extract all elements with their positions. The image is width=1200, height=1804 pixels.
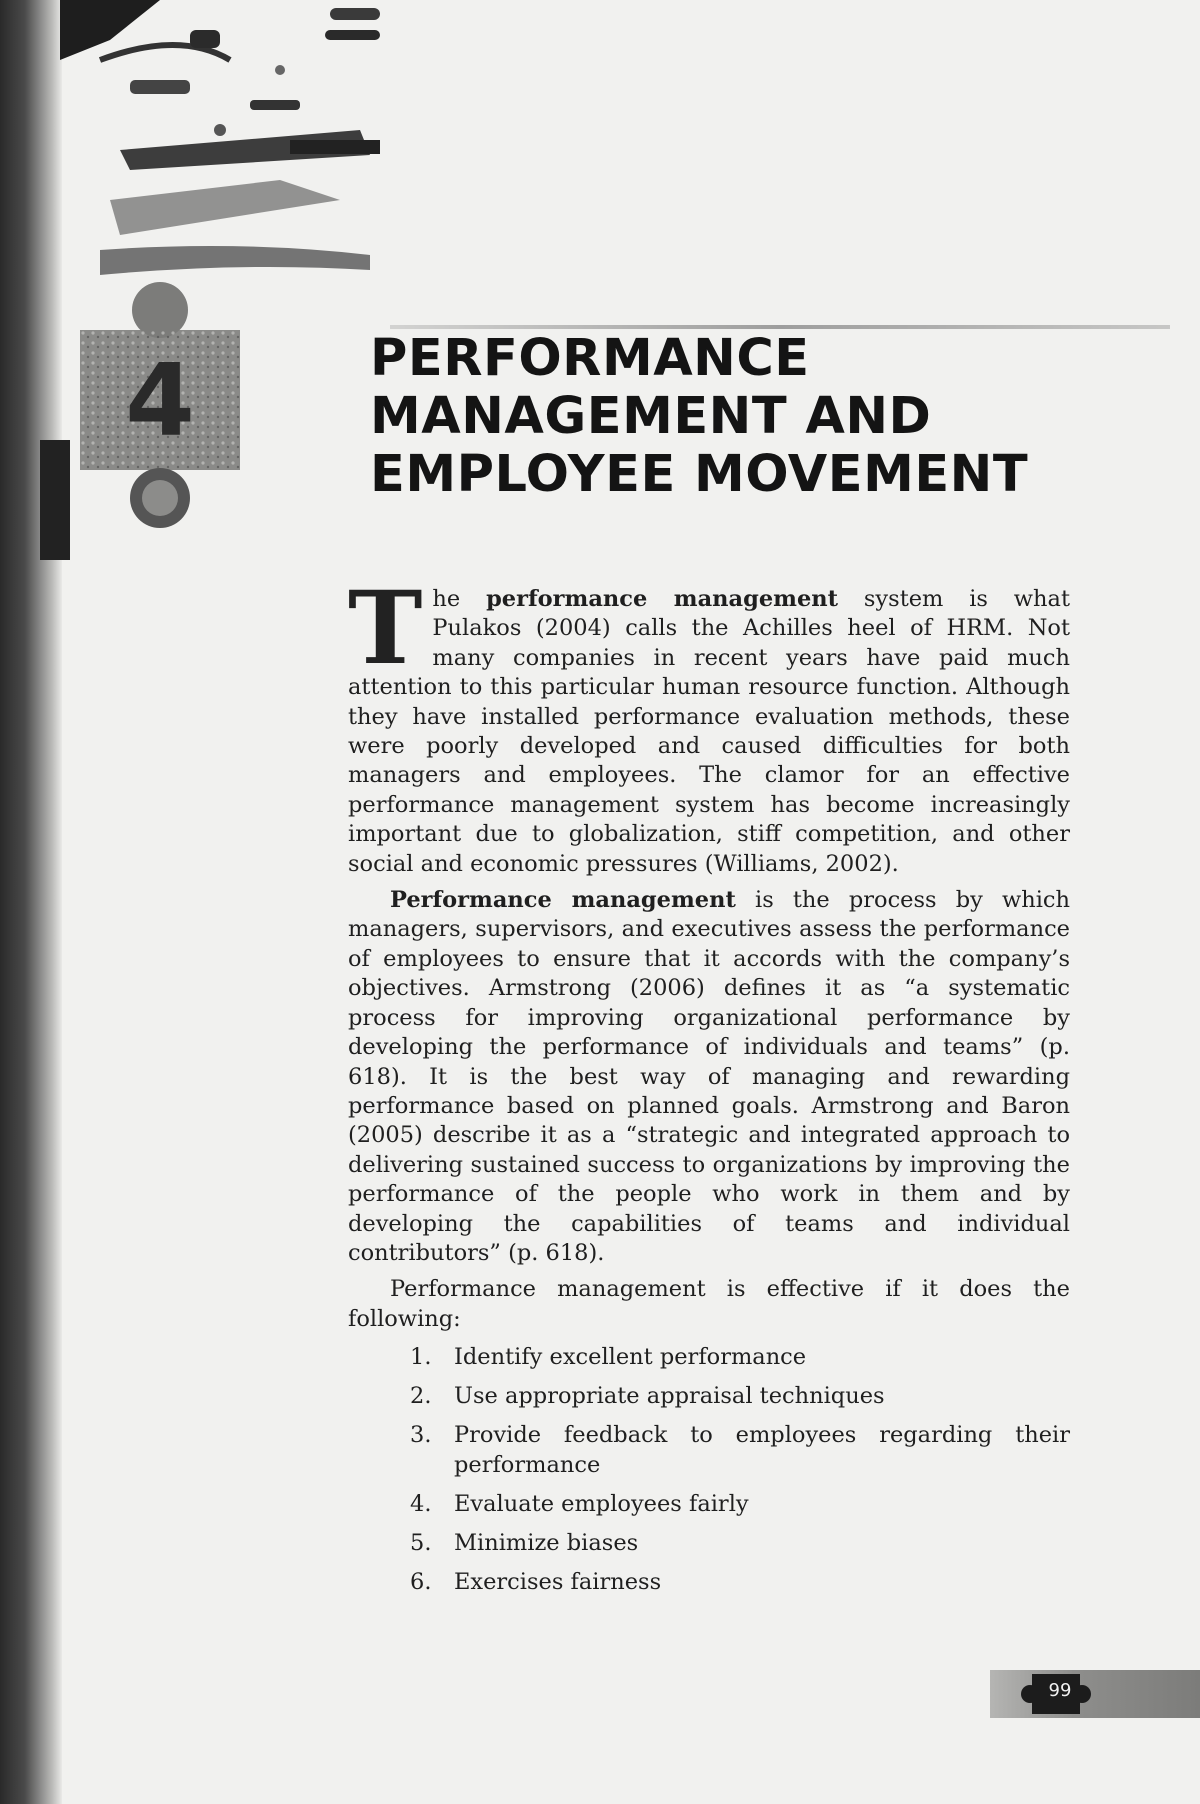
- paragraph-text: system is what Pulakos (2004) calls the Achilles heel of HRM. Not many companies in recent years have paid much attention to this particular human resource function. Although they have installed performance evaluation methods, these were poorly developed and caused difficulties for both managers and employees. The clamor for an effective performance management system has become increasingly important due to globalization, stiff competition, and other social and economic pressures (Williams, 2002).: [348, 586, 1071, 877]
- bold-term: Performance management: [390, 887, 736, 914]
- list-text: Exercises fairness: [454, 1569, 662, 1596]
- page-number: 99: [1048, 1680, 1072, 1701]
- list-item: [410, 1381, 1070, 1411]
- chapter-banner-illustration: [40, 0, 380, 300]
- list-text: Identify excellent performance: [454, 1344, 807, 1371]
- list-item: [410, 1342, 1070, 1372]
- definition-paragraph: [348, 886, 1070, 1268]
- effectiveness-list: [348, 1342, 1070, 1597]
- list-number: 3.: [410, 1422, 432, 1449]
- list-number: 5.: [410, 1530, 432, 1557]
- intro-paragraph: [348, 569, 1071, 879]
- chapter-title-line: PERFORMANCE: [370, 329, 810, 388]
- paragraph-text: is the process by which managers, supervisors, and executives assess the performance of employees to ensure that it accords with the company’s objectives. Armstrong (2006) defines it as “a systematic process for improving organizational performance by developing the performance of individuals and teams” (p. 618). It is the best way of managing and rewarding performance based on planned goals. Armstrong and Baron (2005) describe it as a “strategic and integrated approach to delivering sustained success to organizations by improving the performance of the people who work in them and by developing the capabilities of teams and individual contributors” (p. 618).: [348, 887, 1070, 1266]
- list-number: 1.: [410, 1344, 432, 1371]
- list-text: Evaluate employees fairly: [454, 1491, 749, 1518]
- list-item: [410, 1420, 1070, 1480]
- list-text: Minimize biases: [454, 1530, 639, 1557]
- drop-cap: T: [348, 569, 423, 687]
- list-item: [410, 1567, 1070, 1597]
- chapter-number-puzzle-icon: [40, 270, 280, 560]
- list-item: [410, 1528, 1070, 1558]
- chapter-title-line: MANAGEMENT AND: [370, 387, 932, 446]
- body-text: [348, 569, 1071, 1606]
- list-number: 4.: [410, 1491, 432, 1518]
- list-text: Use appropriate appraisal techniques: [454, 1383, 885, 1410]
- paragraph-lead: he: [432, 586, 487, 612]
- chapter-number: 4: [125, 342, 195, 459]
- list-number: 6.: [410, 1569, 432, 1596]
- list-item: [410, 1489, 1070, 1519]
- list-number: 2.: [410, 1383, 432, 1410]
- bold-term: performance management: [486, 586, 839, 612]
- list-text: Provide feedback to employees regarding their performance: [454, 1422, 1070, 1479]
- chapter-title: [370, 330, 1130, 504]
- list-intro-paragraph: Performance management is effective if it does the following:: [348, 1276, 1070, 1332]
- chapter-title-line: EMPLOYEE MOVEMENT: [370, 445, 1029, 504]
